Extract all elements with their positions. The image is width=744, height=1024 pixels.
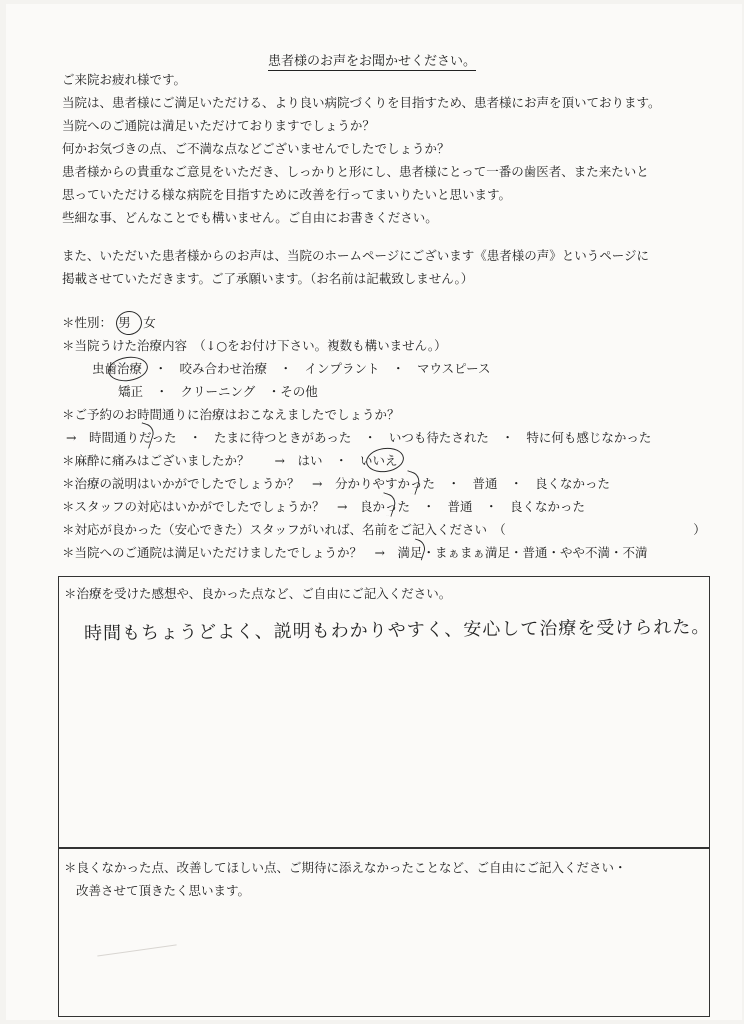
comments-box-label: ＊治療を受けた感想や、良かった点など、ご自由にご記入ください。 — [64, 586, 452, 601]
intro-line-2: 当院は、患者様にご満足いただける、より良い病院づくりを目指すため、患者様にお声を頂いております。 — [62, 95, 661, 110]
intro-line-5: 患者様からの貴重なご意見をいただき、しっかりと形にし、患者様にとって一番の歯医者、また来たいと — [62, 164, 649, 179]
comments-handwritten-answer: 時間もちょうどよく、説明もわかりやすく、安心して治療を受けられた。 — [83, 616, 711, 645]
explanation-question: ＊治療の説明はいかがでしたでしょうか？ → 分かりやすかった ・ 普通 ・ 良くなかった — [62, 476, 610, 491]
improvements-box-label-2: 改善させて頂きたく思います。 — [76, 883, 251, 898]
gender-question: ＊性別： 男 女 — [62, 315, 156, 330]
intro-line-4: 何かお気づきの点、ご不満な点などございませんでしたでしょうか？ — [62, 141, 450, 156]
intro-line-6: 思っていただける様な病院を目指すために改善を行ってまいりたいと思います。 — [62, 187, 512, 202]
treatment-question: ＊当院うけた治療内容 （↓○をお付け下さい。複数も構いません。） — [62, 338, 447, 353]
form-title: 患者様のお声をお聞かせください。 — [267, 54, 476, 69]
on-time-question: ＊ご予約のお時間通りに治療はおこなえましたでしょうか？ — [62, 407, 400, 422]
good-staff-question: ＊対応が良かった（安心できた）スタッフがいれば、名前をご記入ください （ ） — [62, 522, 706, 537]
intro-line-7: 些細な事、どんなことでも構いません。ご自由にお書きください。 — [62, 210, 438, 225]
pain-question: ＊麻酔に痛みはございましたか？ → はい ・ いいえ — [62, 453, 398, 468]
satisfaction-question: ＊当院へのご通院は満足いただけましたでしょうか？ → 満足・まぁまぁ満足・普通・やや不満・不満 — [62, 545, 648, 560]
intro-line-1: ご来院お疲れ様です。 — [62, 72, 187, 87]
staff-question: ＊スタッフの対応はいかがでしたでしょうか？ → 良かった ・ 普通 ・ 良くなかった — [62, 499, 585, 514]
treatment-options-row-1: 虫歯治療 ・ 咬み合わせ治療 ・ インプラント ・ マウスピース — [92, 361, 491, 376]
on-time-options: → 時間通りだった ・ たまに待つときがあった ・ いつも待たされた ・ 特に何も感じなかった — [66, 430, 652, 445]
intro-line-3: 当院へのご通院は満足いただけておりますでしょうか？ — [62, 118, 375, 133]
treatment-options-row-2: 矯正 ・ クリーニング ・その他 — [118, 384, 318, 399]
notice-line-1: また、いただいた患者様からのお声は、当院のホームページにございます《患者様の声》というページに — [62, 248, 650, 263]
notice-line-2: 掲載させていただきます。ご了承願います。（お名前は記載致しません。） — [62, 271, 474, 286]
improvements-box-label-1: ＊良くなかった点、改善してほしい点、ご期待に添えなかったことなど、ご自由にご記入ください・ — [64, 860, 627, 875]
